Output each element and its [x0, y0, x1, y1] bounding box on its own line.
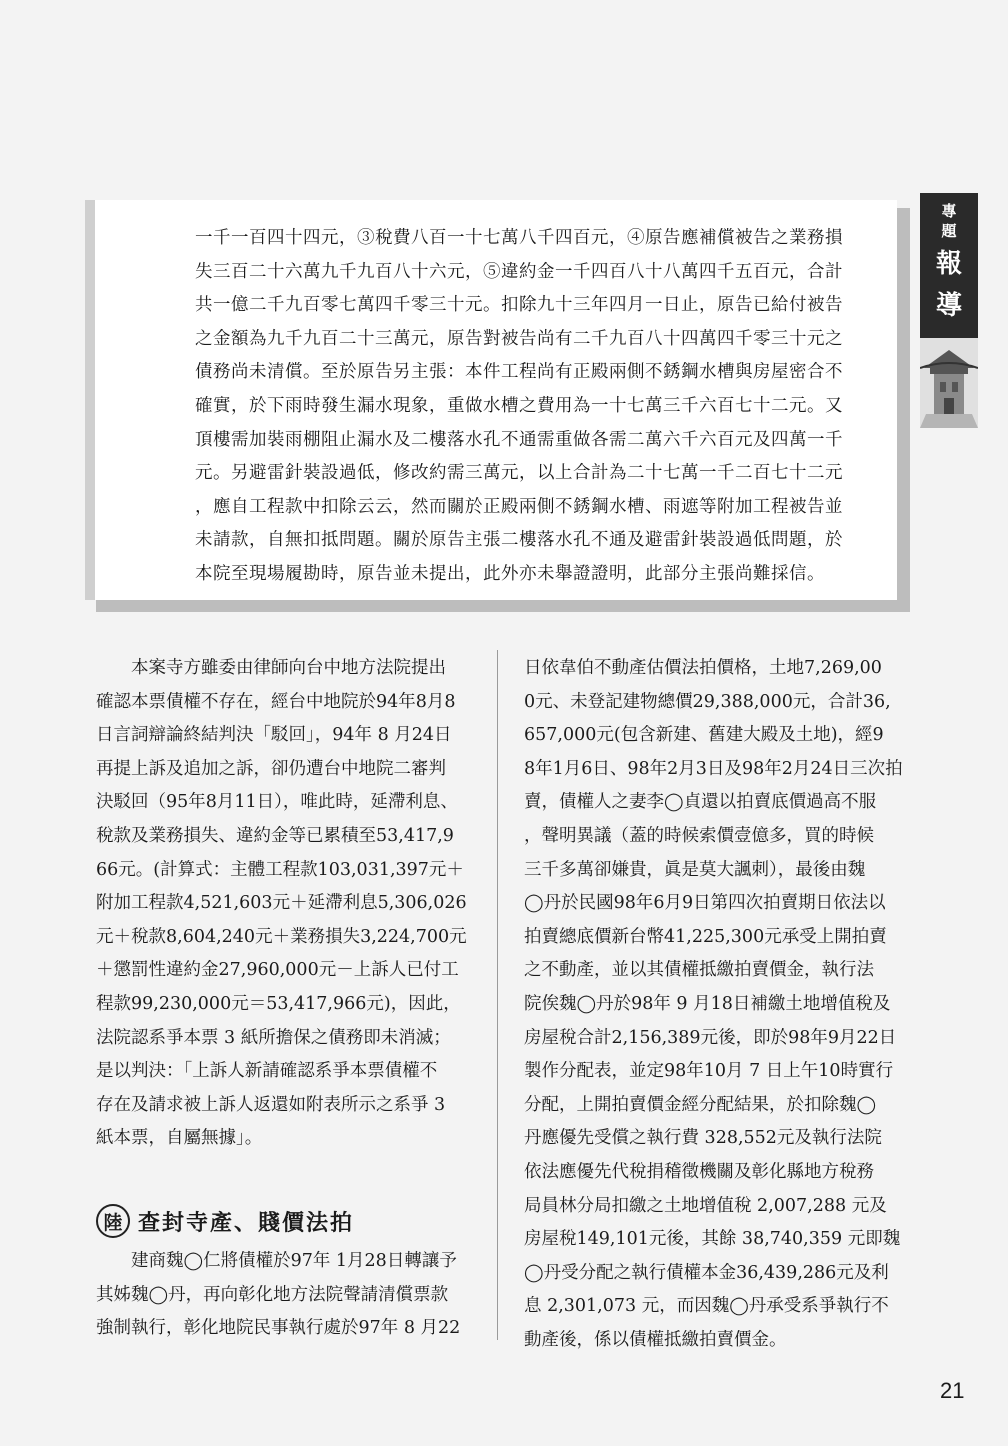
quote-line: 一千一百四十四元，③稅費八百一十七萬八千四百元，④原告應補償被告之業務損	[195, 228, 843, 248]
paragraph-line: ◯丹於民國98年6月9日第四次拍賣期日依法以	[524, 893, 886, 914]
paragraph-line: 拍賣總底價新台幣41,225,300元承受上開拍賣	[524, 926, 887, 947]
paragraph-line: 其姊魏◯丹，再向彰化地方法院聲請清償票款	[96, 1284, 449, 1305]
quote-line: 之金額為九千九百二十三萬元，原告對被告尚有二千九百八十四萬四千零三十元之	[195, 328, 843, 349]
section-tab	[920, 193, 978, 433]
paragraph-line: 0元、未登記建物總價29,388,000元，合計36,	[524, 691, 891, 712]
paragraph-line: 三千多萬卻嫌貴，眞是莫大諷刺），最後由魏	[524, 859, 866, 880]
right-column	[524, 652, 904, 1357]
paragraph-line: 657,000元(包含新建、舊建大殿及土地)，經9	[524, 725, 884, 746]
tab-char: 專	[941, 202, 957, 220]
quote-line: 頂樓需加裝雨棚阻止漏水及二樓落水孔不通需重做各需二萬六千六百元及四萬一千	[195, 429, 843, 450]
quote-box	[85, 200, 897, 600]
paragraph-line: 附加工程款4,521,603元＋延滯利息5,306,026	[96, 893, 467, 914]
quote-line: 確實，於下雨時發生漏水現象，重做水槽之費用為一十七萬三千六百七十二元。又	[195, 395, 843, 416]
paragraph-line: 動產後，係以債權抵繳拍賣價金。	[524, 1329, 787, 1350]
paragraph-line: 房屋稅149,101元後，其餘 38,740,359 元即魏	[524, 1229, 901, 1250]
quote-text	[195, 222, 875, 592]
paragraph-line: 丹應優先受償之執行費 328,552元及執行法院	[524, 1128, 882, 1149]
quote-line: 失三百二十六萬九千九百八十六元，⑤違約金一千四百八十八萬四千五百元，合計	[195, 261, 843, 282]
quote-line: 未請款，自無扣抵問題。關於原告主張二樓落水孔不通及避雷針裝設過低問題，於	[195, 530, 843, 551]
paragraph-line: 強制執行，彰化地院民事執行處於97年 8 月22	[96, 1318, 461, 1339]
paragraph-line: 之不動產，並以其債權抵繳拍賣價金，執行法	[524, 960, 874, 981]
paragraph-line: 依法應優先代稅捐稽徵機關及彰化縣地方稅務	[524, 1161, 874, 1182]
paragraph-line: 存在及請求被上訴人返還如附表所示之系爭 3	[96, 1094, 446, 1115]
paragraph-line: 日言詞辯論終結判決「駁回」，94年 8 月24日	[96, 725, 452, 746]
paragraph-line: ◯丹受分配之執行債權本金36,439,286元及利	[524, 1262, 889, 1283]
section-tab-label	[920, 193, 978, 338]
tab-char: 題	[941, 222, 957, 240]
section-number-badge: 陸	[96, 1204, 130, 1238]
paragraph-line: 稅款及業務損失、違約金等已累積至53,417,9	[96, 825, 454, 846]
paragraph-line: 院俟魏◯丹於98年 9 月18日補繳土地增值稅及	[524, 993, 891, 1014]
left-column-continued	[96, 1245, 476, 1346]
paragraph-line: 賣，債權人之妻李◯貞還以拍賣底價過高不服	[524, 792, 877, 813]
paragraph-line: 66元。(計算式：主體工程款103,031,397元＋	[96, 859, 464, 880]
paragraph-line: ＋懲罰性違約金27,960,000元－上訴人已付工	[96, 960, 459, 981]
paragraph-line: 日依韋伯不動產估價法拍價格，土地7,269,00	[524, 658, 882, 678]
paragraph-line: 法院認系爭本票 3 紙所擔保之債務即未消滅；	[96, 1027, 451, 1048]
paragraph-line: 本案寺方雖委由律師向台中地方法院提出	[96, 658, 446, 678]
temple-illustration	[920, 338, 978, 428]
paragraph-line: 紙本票，自屬無據」。	[96, 1128, 263, 1149]
column-divider	[497, 650, 498, 1340]
tab-char: 導	[935, 291, 962, 321]
page-number: 21	[940, 1378, 965, 1403]
paragraph-line: 元＋稅款8,604,240元＋業務損失3,224,700元	[96, 926, 467, 947]
section-heading	[96, 1198, 354, 1244]
paragraph-line: 房屋稅合計2,156,389元後，即於98年9月22日	[524, 1027, 897, 1048]
section-title: 查封寺產、賤價法拍	[138, 1209, 355, 1236]
quote-line: 債務尚未清償。至於原告另主張：本件工程尚有正殿兩側不銹鋼水槽與房屋密合不	[195, 362, 843, 383]
paragraph-line: 製作分配表，並定98年10月 7 日上午10時實行	[524, 1061, 894, 1082]
paragraph-line: 建商魏◯仁將債權於97年 1月28日轉讓予	[96, 1251, 457, 1271]
paragraph-line: 局員林分局扣繳之土地增值稅 2,007,288 元及	[524, 1195, 887, 1216]
paragraph-line: ，聲明異議（蓋的時候索價壹億多，買的時候	[524, 825, 874, 846]
paragraph-line: 程款99,230,000元＝53,417,966元)，因此，	[96, 993, 461, 1014]
paragraph-line: 確認本票債權不存在，經台中地院於94年8月8	[96, 691, 456, 712]
paragraph-line: 息 2,301,073 元，而因魏◯丹承受系爭執行不	[524, 1296, 889, 1317]
paragraph-line: 再提上訴及追加之訴，卻仍遭台中地院二審判	[96, 758, 446, 779]
paragraph-line: 8年1月6日、98年2月3日及98年2月24日三次拍	[524, 758, 903, 779]
quote-line: ，應自工程款中扣除云云，然而關於正殿兩側不銹鋼水槽、雨遮等附加工程被告並	[195, 496, 843, 517]
quote-line: 共一億二千九百零七萬四千零三十元。扣除九十三年四月一日止，原告已給付被告	[195, 295, 843, 316]
paragraph-line: 是以判決：「上訴人新請確認系爭本票債權不	[96, 1061, 438, 1082]
left-column	[96, 652, 476, 1156]
tab-char: 報	[935, 249, 962, 279]
quote-line: 本院至現場履勘時，原告並未提出，此外亦未舉證證明，此部分主張尚難採信。	[195, 563, 825, 584]
quote-line: 元。另避雷針裝設過低，修改約需三萬元，以上合計為二十七萬一千二百七十二元	[195, 463, 843, 484]
paragraph-line: 分配，上開拍賣價金經分配結果，於扣除魏◯	[524, 1094, 877, 1115]
paragraph-line: 決駁回（95年8月11日），唯此時，延滯利息、	[96, 792, 458, 813]
